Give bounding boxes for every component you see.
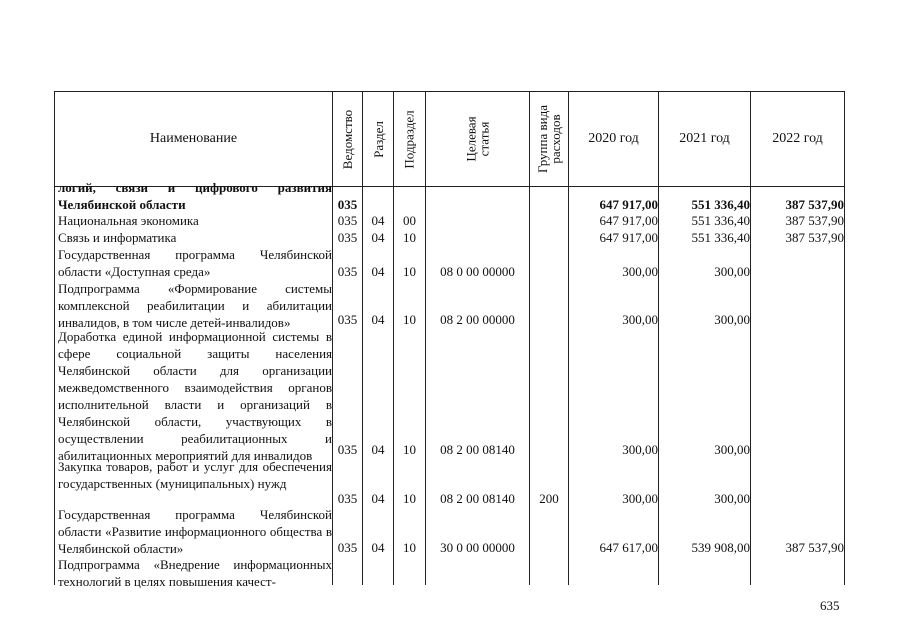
cell-2020: 647 617,00 bbox=[599, 540, 658, 555]
cell-2022: 387 537,90 bbox=[785, 230, 844, 245]
cell-razdel: 04 bbox=[371, 540, 385, 555]
table-row-name: Доработка единой информационной системы в сфере социальной защиты населения Челябинской области для организации межведомственного взаимодействия органов исполнительной власти и организаций в Челябинской области, участвующих в осуществлении реабилитационных и абилитационных мероприятий для инвалидов bbox=[58, 329, 332, 463]
cell-2022: 387 537,90 bbox=[785, 540, 844, 555]
cell-2021: 300,00 bbox=[714, 312, 750, 327]
cell-podrazdel: 10 bbox=[403, 491, 416, 506]
header-gruppa-vida-raskhodov: Группа вида расходов bbox=[535, 105, 564, 173]
cell-2020: 647 917,00 bbox=[599, 213, 658, 228]
page-number: 635 bbox=[820, 598, 840, 613]
cell-celevaya-statya: 08 2 00 00000 bbox=[440, 312, 515, 327]
cell-gruppa: 200 bbox=[539, 491, 559, 506]
table-row-name: логий, связи и цифрового развития Челябинской области bbox=[58, 180, 332, 212]
cell-podrazdel: 00 bbox=[403, 213, 416, 228]
cell-vedomstvo: 035 bbox=[337, 213, 358, 228]
cell-2020: 300,00 bbox=[622, 442, 658, 457]
cell-podrazdel: 10 bbox=[403, 540, 416, 555]
cell-celevaya-statya: 08 2 00 08140 bbox=[440, 491, 515, 506]
header-razdel: Раздел bbox=[370, 120, 386, 158]
header-celevaya-statya: Целевая статья bbox=[463, 116, 492, 162]
cell-2020: 300,00 bbox=[622, 491, 658, 506]
table-row-name: Подпрограмма «Формирование системы комплексной реабилитации и абилитации инвалидов, в том числе детей-инвалидов» bbox=[58, 281, 332, 330]
cell-vedomstvo: 035 bbox=[337, 264, 358, 279]
cell-vedomstvo: 035 bbox=[337, 491, 358, 506]
table-row-name: Государственная программа Челябинской области «Доступная среда» bbox=[58, 247, 332, 279]
table-row-name: Подпрограмма «Внедрение информационных технологий в целях повышения качест- bbox=[58, 557, 332, 588]
table-row-name: Закупка товаров, работ и услуг для обеспечения государственных (муниципальных) нужд bbox=[58, 459, 332, 491]
cell-razdel: 04 bbox=[371, 213, 385, 228]
cell-2021: 551 336,40 bbox=[691, 213, 750, 228]
header-name: Наименование bbox=[149, 131, 238, 146]
cell-razdel: 04 bbox=[371, 264, 385, 279]
cell-podrazdel: 10 bbox=[403, 312, 416, 327]
header-2021: 2021 год bbox=[679, 131, 730, 146]
cell-2020: 647 917,00 bbox=[599, 230, 658, 245]
header-2020: 2020 год bbox=[588, 131, 639, 146]
cell-2020: 300,00 bbox=[622, 312, 658, 327]
header-2022: 2022 год bbox=[772, 131, 823, 146]
cell-razdel: 04 bbox=[371, 442, 385, 457]
cell-vedomstvo: 035 bbox=[337, 230, 358, 245]
cell-2021: 300,00 bbox=[714, 442, 750, 457]
cell-vedomstvo: 035 bbox=[337, 540, 358, 555]
cell-2021: 551 336,40 bbox=[691, 230, 750, 245]
header-vedomstvo: Ведомство bbox=[340, 109, 355, 169]
cell-2022: 387 537,90 bbox=[785, 197, 844, 212]
cell-razdel: 04 bbox=[371, 491, 385, 506]
cell-vedomstvo: 035 bbox=[337, 312, 358, 327]
cell-podrazdel: 10 bbox=[403, 442, 416, 457]
cell-2020: 647 917,00 bbox=[599, 197, 658, 212]
cell-razdel: 04 bbox=[371, 312, 385, 327]
cell-2021: 300,00 bbox=[714, 264, 750, 279]
header-podrazdel: Подраздел bbox=[402, 109, 418, 169]
cell-2021: 539 908,00 bbox=[691, 540, 750, 555]
cell-podrazdel: 10 bbox=[403, 230, 416, 245]
cell-vedomstvo: 035 bbox=[337, 442, 358, 457]
table-row-name: Связь и информатика bbox=[58, 230, 177, 245]
table-row-name: Национальная экономика bbox=[58, 213, 199, 228]
cell-podrazdel: 10 bbox=[403, 264, 416, 279]
cell-razdel: 04 bbox=[371, 230, 385, 245]
cell-2021: 551 336,40 bbox=[691, 197, 750, 212]
table-row-name: Государственная программа Челябинской области «Развитие информационного общества в Челябинской области» bbox=[58, 507, 332, 556]
cell-2022: 387 537,90 bbox=[785, 213, 844, 228]
cell-vedomstvo: 035 bbox=[337, 197, 358, 212]
cell-celevaya-statya: 08 2 00 08140 bbox=[440, 442, 515, 457]
cell-celevaya-statya: 08 0 00 00000 bbox=[440, 264, 515, 279]
cell-2021: 300,00 bbox=[714, 491, 750, 506]
cell-celevaya-statya: 30 0 00 00000 bbox=[440, 540, 515, 555]
cell-2020: 300,00 bbox=[622, 264, 658, 279]
column-divider bbox=[844, 91, 845, 585]
